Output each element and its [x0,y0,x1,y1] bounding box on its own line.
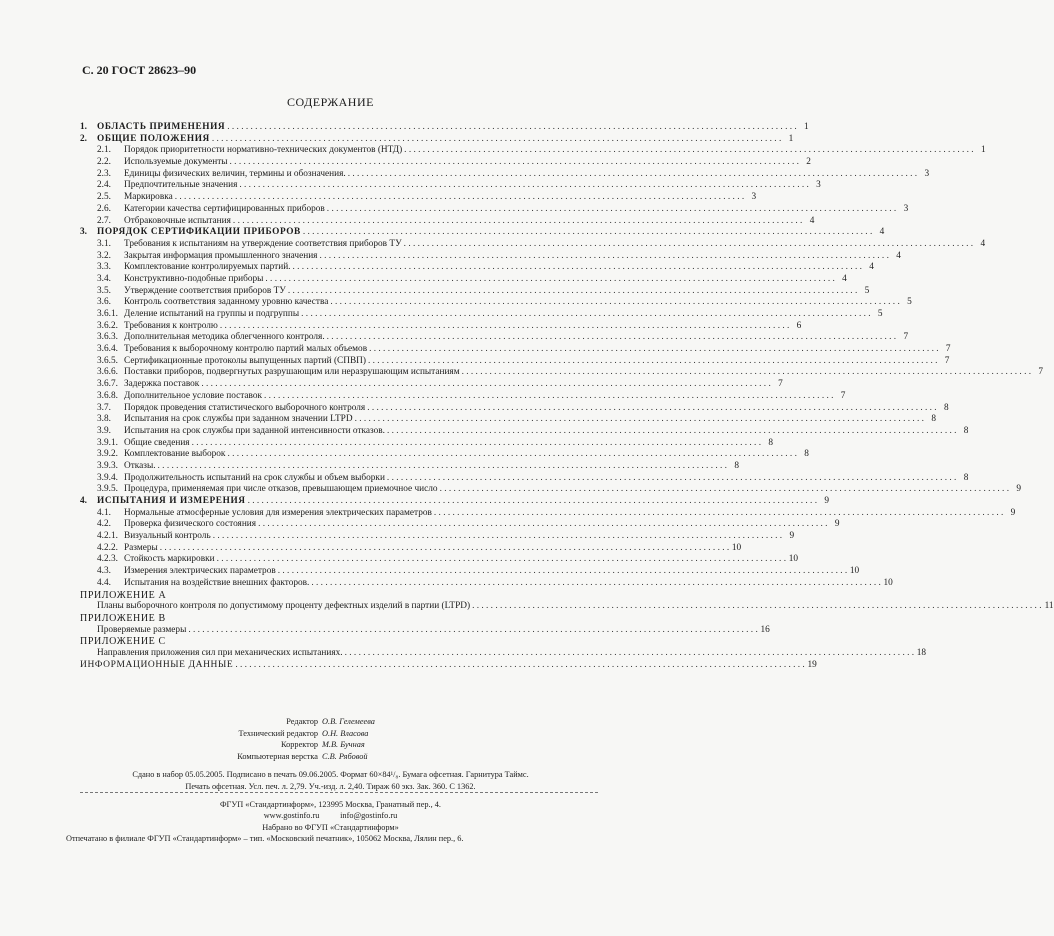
toc-entry-title: Комплектование выборок [124,449,226,460]
toc-entry-number: 2.2. [97,157,111,168]
toc-entry-number: 3.3. [97,262,111,273]
toc-entry-page: 3 [924,168,930,179]
toc-entry-number: 3.9.1. [97,437,118,448]
toc-entry [80,192,757,204]
toc-entry-page: 1 [804,122,809,132]
toc-entry-page: 4 [809,215,815,226]
imprint-line: Сдано в набор 05.05.2005. Подписано в печать 09.06.2005. Формат 60×84¹/₈. Бумага офсетная. Гарнитура Таймс. [132,770,529,779]
toc-entry-title: Продолжительность испытаний на срок службы и объем выборки [124,472,385,483]
credit-name: С.В. Рябовой [322,751,368,761]
toc-entry-number: 3.6. [97,297,111,308]
toc-dot-leader [235,660,804,672]
toc-entry [80,601,1054,613]
toc-entry [80,636,598,648]
toc-dot-leader [175,192,744,204]
toc-entry [80,262,874,274]
toc-entry-title: Деление испытаний на группы и подгруппы [124,309,300,319]
toc-entry-number: 3.7. [97,402,111,413]
publisher-line: Набрано во ФГУП «Стандартинформ» [262,822,399,832]
toc-entry-number: 3.9. [97,425,111,436]
toc-entry-title: Требования к выборочному контролю партий малых объемов [124,344,368,355]
toc-entry-number: 3.6.5. [97,355,118,366]
toc-entry [80,297,912,309]
toc-entry-title: Проверяемые размеры [97,624,187,635]
toc-entry-page: 7 [945,344,951,355]
toc-entry-title: Задержка поставок [124,379,200,390]
page-header: С. 20 ГОСТ 28623–90 [82,63,197,77]
toc-dot-leader [440,484,1009,496]
toc-entry-number: 3.6.1. [97,309,118,319]
toc-entry [80,437,774,450]
toc-entry-number: 3.5. [97,285,111,296]
toc-dot-leader [462,367,1031,379]
toc-entry-title: Проверка физического состояния [124,519,257,530]
imprint [0,769,661,792]
toc-entry [80,285,870,298]
toc-dot-leader [327,204,896,216]
toc-entry [80,402,949,415]
toc-entry-title: Дополнительное условие поставок [124,390,262,401]
toc-dot-leader [355,414,924,426]
toc-entry-title: Порядок проведения статистического выборочного контроля [124,402,366,413]
toc-entry-number: 3.6.8. [97,390,118,401]
toc-dot-leader [368,356,937,368]
toc-dot-leader [258,519,827,531]
toc-entry-title: Маркировка [124,192,173,203]
toc-entry-page: 9 [834,519,840,530]
toc-entry-page: 2 [806,157,811,168]
toc-entry [80,531,795,543]
credit-layout [0,751,661,763]
toc-entry-page: 10 [788,554,799,565]
toc-dot-leader [230,157,799,169]
toc-dot-leader [319,251,888,263]
toc-entry-title: ПОРЯДОК СЕРТИФИКАЦИИ ПРИБОРОВ [97,227,301,238]
toc-entry-title: Используемые документы [124,157,228,168]
toc-entry-title: Направления приложения сил при механических испытаниях. [97,647,343,658]
toc-entry [80,507,1016,520]
toc-entry-number: 2.4. [97,180,111,191]
toc-entry-number: 3. [80,227,87,238]
toc-dot-leader [404,239,973,251]
toc-entry-title: Предпочтительные значения [124,180,238,191]
toc-entry-number: 3.6.2. [97,320,118,331]
toc-entry [80,168,930,181]
toc-entry-title: Конструктивно-подобные приборы [124,273,264,284]
toc-dot-leader [227,449,796,461]
toc-dot-leader [160,543,729,555]
toc-entry [80,566,860,578]
toc-entry-page: 7 [840,390,846,401]
toc-entry-number: 3.8. [97,414,111,425]
toc-entry-number: 3.9.5. [97,484,118,495]
toc-entry [80,613,598,625]
toc-entry-page: 9 [1016,484,1022,495]
toc-entry [80,390,846,403]
toc-dot-leader [248,496,817,508]
toc-entry-title: ПРИЛОЖЕНИЕ С [80,636,166,648]
publisher-line: ФГУП «Стандартинформ», 123995 Москва, Гранатный пер., 4. [220,800,441,809]
toc-dot-leader [278,566,847,578]
toc-entry [80,320,802,333]
toc-dot-leader [311,578,880,590]
toc-dot-leader [369,344,938,356]
toc-entry-number: 2. [80,133,87,144]
toc-entry-title: Общие сведения [124,437,190,448]
credit-name: О.Н. Власова [322,728,369,738]
toc-entry-number: 4. [80,496,87,506]
toc-entry-page: 4 [879,227,885,238]
table-of-contents [80,122,1054,671]
toc-entry-page: 8 [768,437,774,448]
toc-dot-leader [265,274,834,286]
toc-dot-leader [217,554,786,566]
toc-dot-leader [387,473,956,485]
publisher-web: www.gostinfo.ru info@gostinfo.ru [263,811,398,821]
toc-dot-leader [264,391,833,403]
toc-entry-number: 3.6.6. [97,367,118,378]
toc-dot-leader [212,134,781,146]
toc-entry-page: 16 [760,624,770,635]
toc-entry-number: 4.1. [97,507,111,518]
toc-entry-number: 1. [80,122,87,132]
toc-dot-leader [367,403,936,415]
toc-entry-page: 6 [796,320,802,331]
toc-entry-title: ОБЩИЕ ПОЛОЖЕНИЯ [97,133,210,144]
toc-entry [80,145,986,157]
toc-entry-title: Комплектование контролируемых партий. [124,262,291,273]
toc-dot-leader [301,309,870,321]
toc-entry-number: 3.9.3. [97,460,118,471]
toc-entry-page: 7 [944,355,950,366]
toc-entry-title: ОБЛАСТЬ ПРИМЕНЕНИЯ [97,122,226,132]
toc-entry-page: 11 [1044,601,1054,612]
toc-entry-page: 19 [807,659,817,670]
toc-dot-leader [293,262,862,274]
toc-entry-title: Визуальный контроль [124,531,211,542]
toc-entry-page: 10 [849,566,860,577]
toc-dot-leader [434,508,1003,520]
credit-role: Корректор [281,740,318,749]
credit-role: Редактор [286,717,318,726]
toc-dot-leader [345,648,914,660]
toc-entry-page: 10 [731,542,742,553]
toc-entry-page: 3 [751,192,757,203]
toc-entry-number: 4.2.3. [97,554,118,565]
toc-dot-leader [288,286,857,298]
toc-entry [80,238,986,251]
toc-entry [80,122,809,134]
toc-entry-title: ПРИЛОЖЕНИЕ В [80,612,166,624]
toc-entry-page: 8 [963,472,969,483]
toc-dot-leader [158,461,727,473]
toc-entry-title: Утверждение соответствия приборов ТУ [124,285,286,296]
toc-dot-leader [188,625,757,637]
toc-entry-title: Контроль соответствия заданному уровню качества [124,297,329,308]
toc-entry [80,590,598,602]
credit-tech-editor [0,728,661,740]
toc-entry-page: 10 [883,577,893,588]
toc-entry [80,484,1022,496]
toc-entry-title: Измерения электрических параметров [124,566,276,577]
toc-entry [80,577,893,590]
toc-entry-page: 1 [980,145,986,156]
toc-entry-page: 8 [734,460,739,471]
toc-entry [80,425,969,438]
toc-dot-leader [220,321,789,333]
toc-entry [80,659,817,672]
toc-entry-page: 4 [842,273,847,284]
toc-entry-title: Нормальные атмосферные условия для измерения электрических параметров [124,507,432,518]
toc-entry [80,309,883,321]
publisher-line: Отпечатано в филиале ФГУП «Стандартинформ» – тип. «Московский печатник», 105062 Москва, Лялин пер., 6. [66,833,464,843]
toc-entry-page: 4 [980,238,986,249]
toc-entry [80,227,885,239]
toc-entry-page: 5 [907,297,912,308]
toc-entry [80,250,901,263]
credit-role: Компьютерная верстка [237,751,318,761]
toc-entry-title: Категории качества сертифицированных приборов [124,203,325,214]
toc-entry-number: 3.2. [97,250,111,261]
toc-entry-number: 3.9.4. [97,472,118,483]
toc-entry-page: 8 [943,402,949,413]
toc-dot-leader [227,122,796,134]
toc-entry [80,367,1044,379]
toc-entry [80,344,951,356]
imprint-line: Печать офсетная. Усл. печ. л. 2,79. Уч.-изд. л. 2,40. Тираж 60 экз. Зак. 360. С 1362. [185,781,476,791]
toc-entry-title: ИНФОРМАЦИОННЫЕ ДАННЫЕ [80,659,234,670]
toc-entry-number: 2.3. [97,168,111,179]
toc-entry-title: Поставки приборов, подвергнутых разрушающим или неразрушающим испытаниям [124,367,460,378]
toc-dot-leader [387,426,956,438]
toc-entry-number: 4.2.2. [97,542,118,553]
toc-entry-number: 2.7. [97,215,111,226]
credit-name: О.В. Гелемеева [322,717,375,726]
toc-entry-number: 3.9.2. [97,449,118,460]
toc-entry-number: 4.4. [97,577,111,588]
toc-entry-title: Планы выборочного контроля по допустимому проценту дефектных изделий в партии (LTPD) [97,601,471,612]
toc-entry-title: Требования к контролю [124,320,218,331]
toc-entry [80,460,739,473]
toc-entry-title: ИСПЫТАНИЯ И ИЗМЕРЕНИЯ [97,496,246,506]
toc-entry-page: 1 [788,133,794,144]
toc-entry-page: 5 [877,309,883,319]
toc-entry-page: 8 [931,414,936,425]
toc-title: СОДЕРЖАНИЕ [287,95,374,109]
toc-entry-page: 4 [896,250,901,261]
toc-entry-title: Испытания на срок службы при заданной интенсивности отказов. [124,425,385,436]
toc-entry [80,133,794,146]
toc-entry-number: 3.6.4. [97,344,118,355]
credit-editor [0,716,661,728]
credit-role: Технический редактор [238,728,318,738]
toc-entry [80,215,815,228]
toc-dot-leader [330,297,899,309]
toc-entry-page: 18 [916,647,927,658]
toc-entry [80,379,783,391]
toc-entry-number: 4.2.1. [97,531,118,542]
toc-entry-page: 3 [903,203,909,214]
toc-entry-number: 2.1. [97,145,111,156]
toc-entry-page: 9 [1010,507,1016,518]
toc-entry [80,472,969,485]
toc-entry-number: 3.6.3. [97,332,118,343]
toc-entry-title: Требования к испытаниям на утверждение соответствия приборов ТУ [124,238,402,249]
toc-entry-page: 9 [789,531,795,542]
toc-entry-page: 5 [864,285,870,296]
toc-entry-title: Дополнительная методика облегченного контроля. [124,332,325,343]
toc-dot-leader [213,531,782,543]
toc-entry-title: Размеры [124,542,158,553]
toc-dot-leader [327,332,896,344]
toc-entry [80,414,936,426]
toc-entry-number: 3.1. [97,238,111,249]
toc-entry-title: Отказы. [124,460,156,471]
toc-entry-page: 7 [903,332,909,343]
toc-entry-page: 9 [824,496,830,506]
credit-proofreader [0,739,661,751]
toc-dot-leader [201,379,770,391]
toc-entry [80,332,909,344]
toc-entry-title: Процедура, применяемая при числе отказов, превышающем приемочное число [124,484,438,495]
toc-entry [80,624,770,637]
toc-entry-page: 7 [778,379,783,390]
toc-entry-title: Стойкость маркировки [124,554,215,565]
toc-dot-leader [233,216,802,228]
toc-entry-title: Единицы физических величин, термины и обозначения. [124,168,346,179]
toc-entry-title: Испытания на воздействие внешних факторов. [124,577,310,588]
toc-entry [80,273,847,286]
toc-entry-number: 2.5. [97,192,111,203]
toc-entry [80,496,830,508]
toc-dot-leader [472,601,1041,613]
credit-name: М.В. Бучная [322,740,365,749]
toc-entry-number: 2.6. [97,203,111,214]
toc-dot-leader [192,438,761,450]
toc-entry [80,554,799,566]
toc-entry-page: 3 [816,180,821,191]
toc-dot-leader [303,227,872,239]
toc-entry-title: Сертификационные протоколы выпущенных партий (СПВП) [124,355,366,366]
toc-entry [80,157,811,169]
toc-entry-title: Закрытая информация промышленного значения [124,250,318,261]
toc-entry-number: 3.4. [97,273,111,284]
publisher-info [0,799,661,844]
toc-entry-title: Испытания на срок службы при заданном значении LTPD [124,414,353,425]
toc-entry-number: 4.2. [97,519,111,530]
toc-entry [80,542,742,555]
toc-entry [80,647,927,660]
toc-entry-page: 8 [804,449,809,460]
toc-entry [80,355,950,368]
toc-entry-page: 4 [869,262,874,273]
toc-dot-leader [348,169,917,181]
divider [80,792,598,793]
toc-entry [80,449,809,461]
toc-dot-leader [239,180,808,192]
toc-entry [80,519,840,531]
toc-dot-leader [404,145,973,157]
toc-entry-page: 8 [963,425,969,436]
toc-entry-page: 7 [1038,367,1044,378]
toc-entry [80,180,821,192]
toc-entry-number: 4.3. [97,566,111,577]
credits [0,716,661,762]
toc-entry-title: Отбраковочные испытания [124,215,231,226]
toc-entry-number: 3.6.7. [97,379,118,390]
toc-entry [80,203,909,216]
toc-entry-title: Порядок приоритетности нормативно-технических документов (НТД) [124,145,403,156]
toc-entry-title: ПРИЛОЖЕНИЕ А [80,589,167,601]
